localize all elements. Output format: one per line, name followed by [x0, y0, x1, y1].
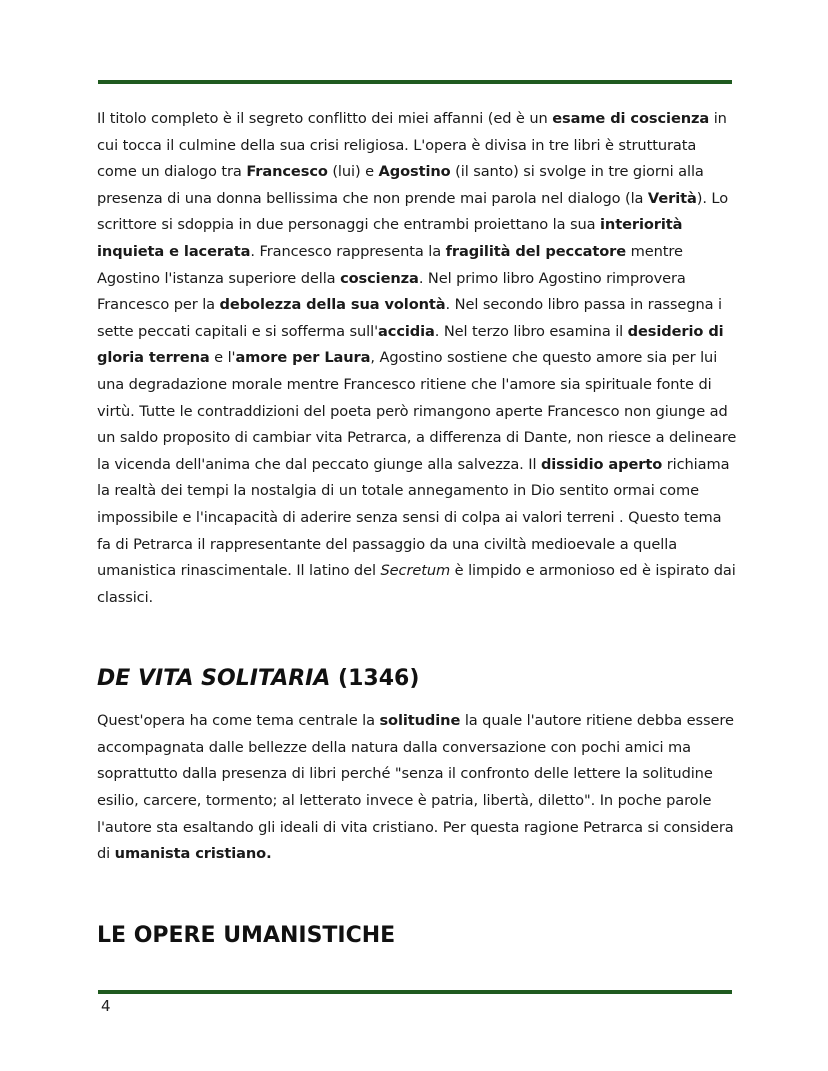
text-run: . Nel terzo libro esamina il [434, 322, 628, 340]
text-run: , Agostino sostiene che questo amore sia per lui una degradazione morale mentre Francesco ritiene che l'amore sia spirituale fonte di virtù. Tutte le contraddizioni del poeta però rimangono aperte Francesco non giunge ad un saldo proposito di cambiar vita Petrarca, a differenza di Dante, non riesce a delineare la vicenda dell'anima che dal peccato giunge alla salvezza. Il [97, 349, 737, 473]
text-run: ). Lo scrittore si sdoppia in due personaggi che entrambi proiettano la sua [97, 189, 729, 234]
emphasis-bold: Verità [647, 189, 697, 207]
top-divider [98, 80, 732, 84]
text-run: e l' [209, 349, 236, 367]
emphasis-bold: umanista cristiano. [114, 845, 272, 863]
text-run: la quale l'autore ritiene debba essere accompagnata dalle bellezze della natura dalla conversazione con pochi amici ma soprattutto dalla presenza di libri perché "senza il confronto delle lettere la solitudine esilio, carcere, tormento; al letterato invece è patria, libertà, diletto". In poche parole l'autore sta esaltando gli ideali di vita cristiano. Per questa ragione Petrarca si considera di [97, 712, 734, 863]
emphasis-italic: Secretum [380, 562, 451, 580]
de-vita-solitaria-heading [97, 666, 737, 691]
emphasis-bold: desiderio di gloria terrena [97, 322, 724, 367]
emphasis-bold: Agostino [378, 163, 451, 181]
text-run: . Nel secondo libro passa in rassegna i sette peccati capitali e si sofferma sull' [97, 296, 722, 340]
text-run: Il titolo completo è il segreto conflitto dei miei affanni (ed è un [97, 110, 553, 127]
page-content [97, 106, 737, 948]
bottom-divider [98, 990, 732, 994]
emphasis-bold: fragilità del peccatore [445, 242, 627, 260]
emphasis-bold: coscienza [340, 269, 419, 287]
text-run: . Francesco rappresenta la [250, 242, 446, 260]
emphasis-bold: accidia [378, 322, 435, 340]
emphasis-bold: debolezza della sua volontà [219, 296, 446, 314]
heading-title: DE VITA SOLITARIA [97, 666, 331, 692]
emphasis-bold: esame di coscienza [552, 110, 710, 127]
emphasis-bold: interiorità inquieta e lacerata [97, 216, 683, 260]
secretum-paragraph [97, 106, 737, 611]
text-run: . Nel primo libro Agostino rimprovera Francesco per la [97, 269, 686, 314]
emphasis-bold: solitudine [379, 712, 461, 730]
page-number: 4 [101, 997, 111, 1015]
text-run: è limpido e armonioso ed è ispirato dai classici. [97, 562, 736, 606]
emphasis-bold: dissidio aperto [540, 455, 663, 473]
text-run: in cui tocca il culmine della sua crisi religiosa. L'opera è divisa in tre libri è strutturata come un dialogo tra [97, 110, 727, 181]
de-vita-solitaria-paragraph [97, 708, 737, 868]
opere-umanistiche-heading: LE OPERE UMANISTICHE [97, 922, 396, 948]
text-run: richiama la realtà dei tempi la nostalgia di un totale annegamento in Dio sentito ormai come impossibile e l'incapacità di aderire senza sensi di colpa ai valori terreni . Questo tema fa di Petrarca il rappresentante del passaggio da una civiltà medioevale a quella umanistica rinascimentale. Il latino del [97, 455, 730, 580]
text-run: (il santo) si svolge in tre giorni alla presenza di una donna bellissima che non prende mai parola nel dialogo (la [97, 163, 704, 207]
heading-year: (1346) [330, 666, 420, 692]
emphasis-bold: amore per Laura [235, 349, 371, 367]
text-run: (lui) e [327, 163, 379, 181]
emphasis-bold: Francesco [246, 163, 328, 181]
text-run: mentre Agostino l'istanza superiore della [97, 242, 683, 287]
text-run: Quest'opera ha come tema centrale la [97, 712, 380, 730]
